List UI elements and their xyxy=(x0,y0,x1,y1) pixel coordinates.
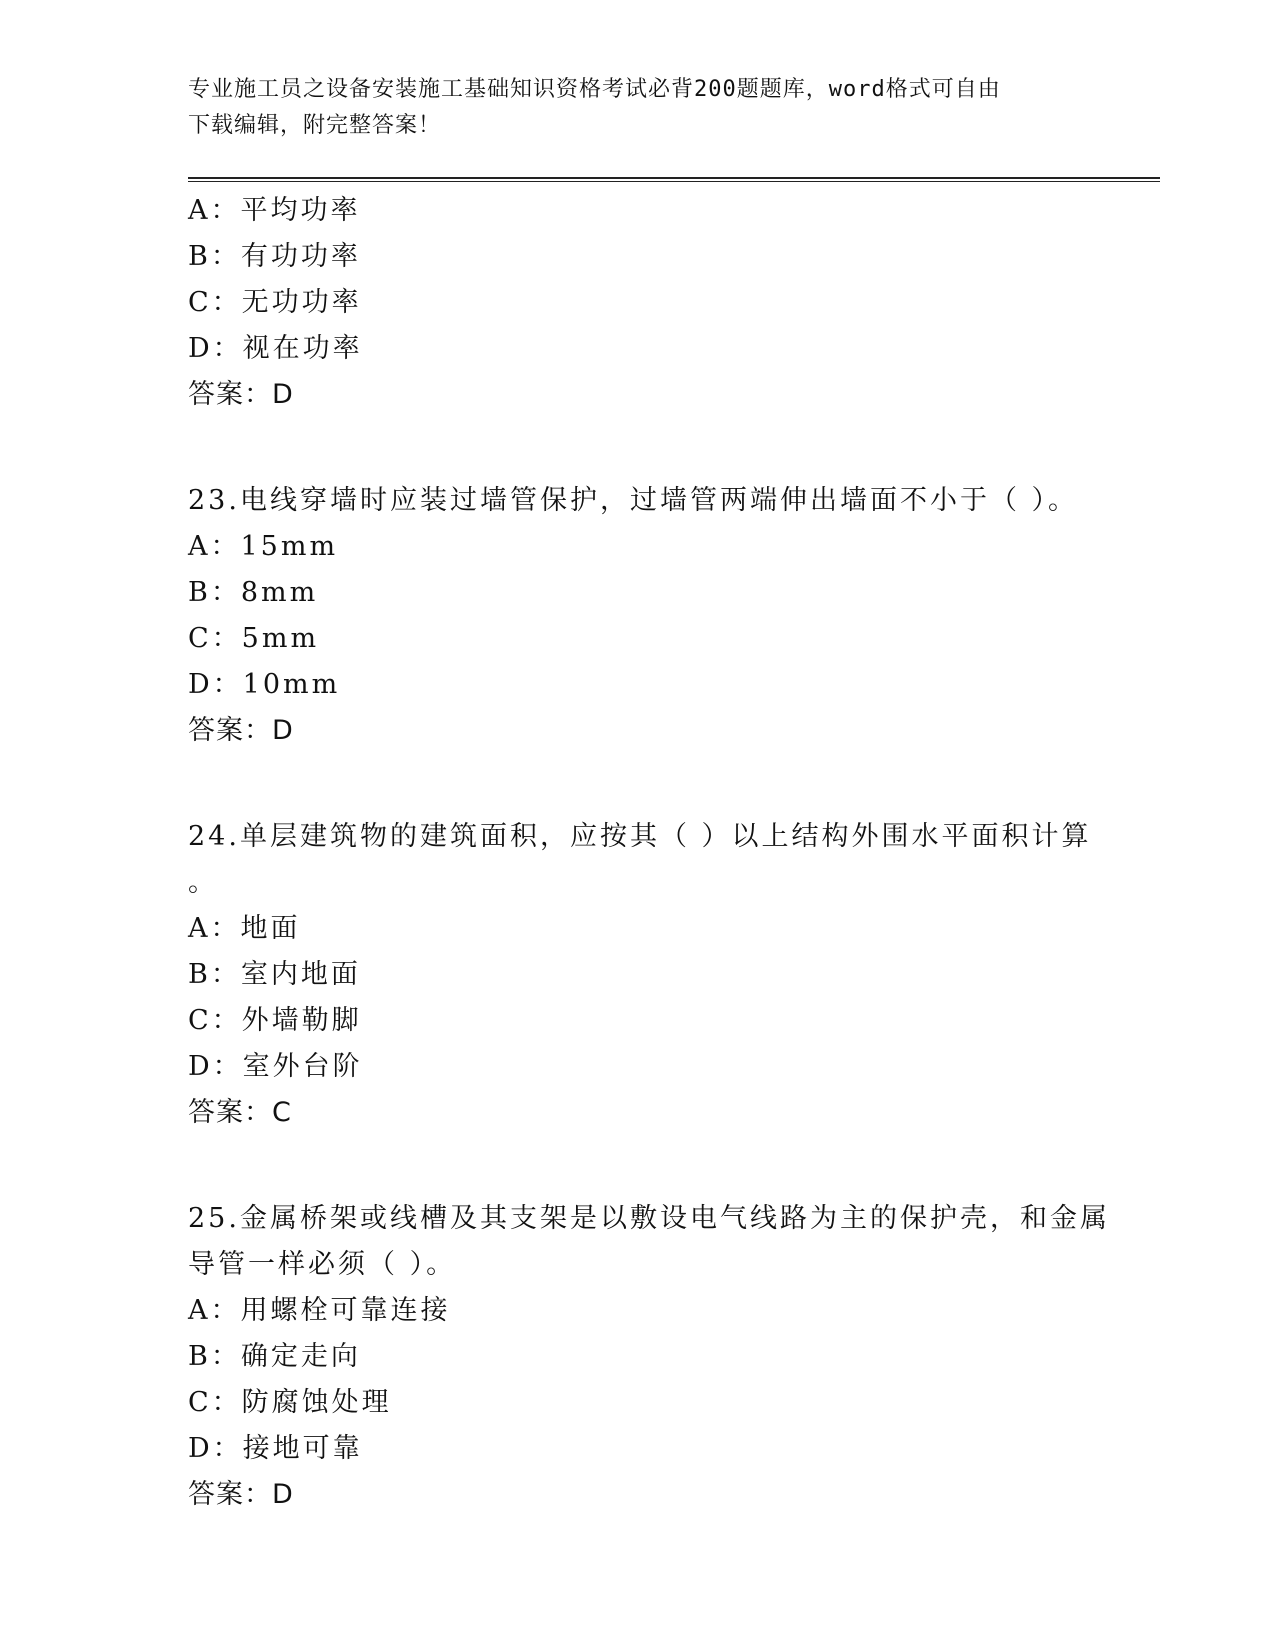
question-22 xyxy=(188,188,1088,418)
question-23 xyxy=(188,478,1088,754)
header-line-2: 下载编辑，附完整答案！ xyxy=(188,113,442,138)
option-c: C：外墙勒脚 xyxy=(188,1005,362,1036)
answer: 答案：C xyxy=(188,1097,292,1128)
header-divider xyxy=(188,177,1160,182)
question-24 xyxy=(188,814,1092,1136)
option-c: C：防腐蚀处理 xyxy=(188,1387,392,1418)
option-b: B：8mm xyxy=(188,577,319,608)
answer: 答案：D xyxy=(188,379,294,410)
option-a: A：15mm xyxy=(188,531,339,562)
option-b: B：确定走向 xyxy=(188,1341,361,1372)
question-list xyxy=(188,188,1110,1518)
option-d: D：室外台阶 xyxy=(188,1051,363,1082)
option-d: D：10mm xyxy=(188,669,341,700)
option-d: D：接地可靠 xyxy=(188,1433,363,1464)
option-b: B：有功功率 xyxy=(188,241,361,272)
option-c: C：无功功率 xyxy=(188,287,362,318)
option-b: B：室内地面 xyxy=(188,959,361,990)
option-a: A：地面 xyxy=(188,913,301,944)
question-text: 23.电线穿墙时应装过墙管保护，过墙管两端伸出墙面不小于（ ）。 xyxy=(188,485,1079,516)
option-d: D：视在功率 xyxy=(188,333,363,364)
question-text-continued: 。 xyxy=(188,867,218,898)
answer: 答案：D xyxy=(188,1479,294,1510)
question-text: 24.单层建筑物的建筑面积，应按其（ ）以上结构外围水平面积计算 xyxy=(188,821,1092,852)
question-25 xyxy=(188,1196,1110,1518)
answer: 答案：D xyxy=(188,715,294,746)
header-line-1: 专业施工员之设备安装施工基础知识资格考试必背200题题库，word格式可自由 xyxy=(188,77,1001,102)
option-c: C：5mm xyxy=(188,623,320,654)
option-a: A：平均功率 xyxy=(188,195,361,226)
question-text: 25.金属桥架或线槽及其支架是以敷设电气线路为主的保护壳，和金属 xyxy=(188,1203,1110,1234)
question-text-continued: 导管一样必须（ ）。 xyxy=(188,1249,457,1280)
option-a: A：用螺栓可靠连接 xyxy=(188,1295,451,1326)
document-header xyxy=(188,72,1068,144)
